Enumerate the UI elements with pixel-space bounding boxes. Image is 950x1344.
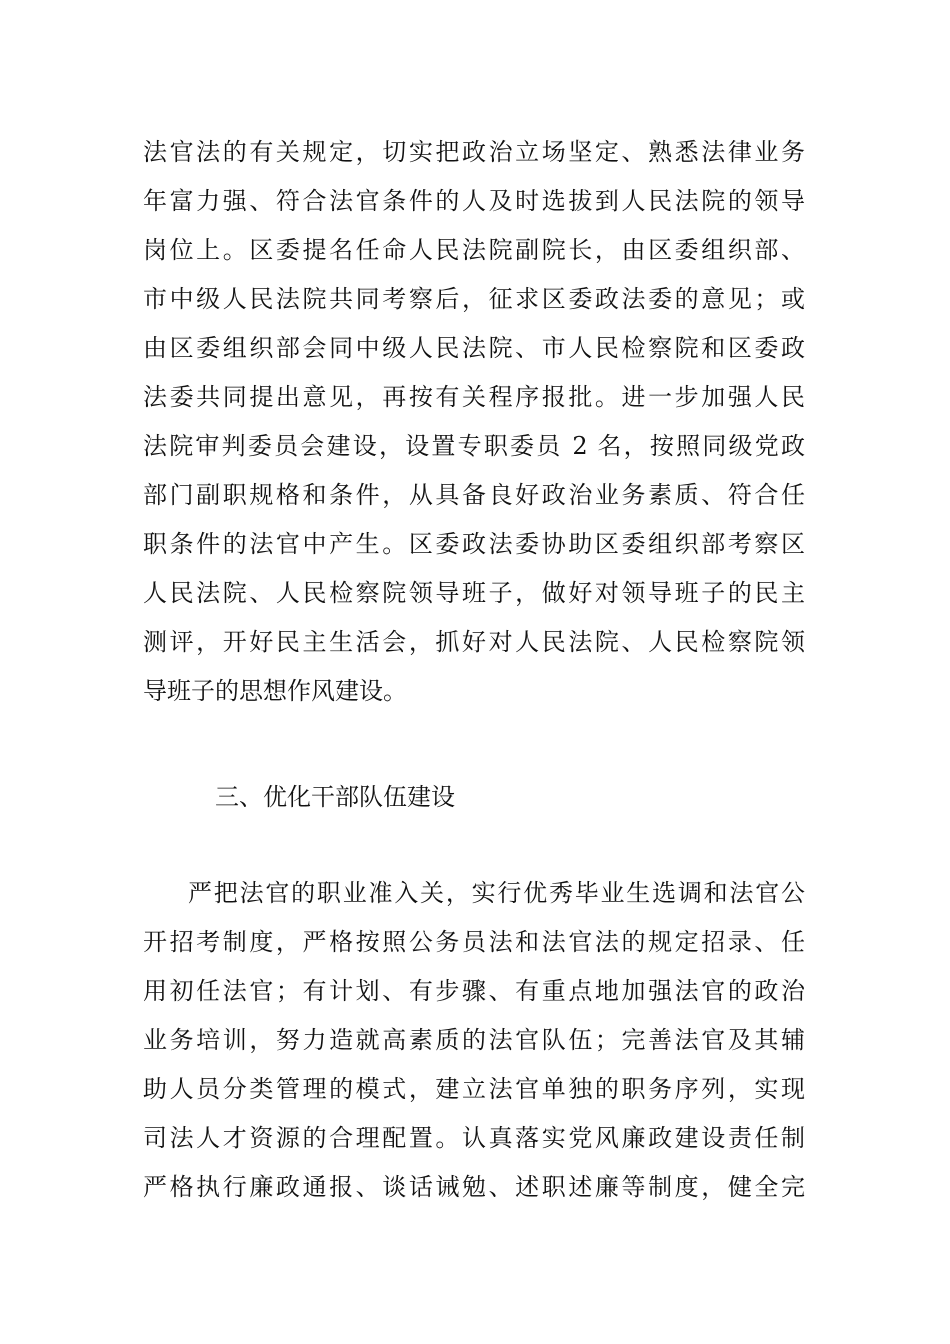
text-line: 年富力强、符合法官条件的人及时选拔到人民法院的领导 [143,187,805,215]
text-line: 法官法的有关规定，切实把政治立场坚定、熟悉法律业务 [143,138,805,166]
paragraph-cadre-team [143,878,805,1221]
text-line: 导班子的思想作风建设。 [143,677,407,705]
text-line: 市中级人民法院共同考察后，征求区委政法委的意见；或 [143,285,805,313]
text-line: 由区委组织部会同中级人民法院、市人民检察院和区委政 [143,334,805,362]
text-line: 助人员分类管理的模式，建立法官单独的职务序列，实现 [143,1075,805,1103]
text-line: 严把法官的职业准入关，实行优秀毕业生选调和法官公 [188,879,805,907]
section-heading: 三、优化干部队伍建设 [215,783,455,811]
text-line: 开招考制度，严格按照公务员法和法官法的规定招录、任 [143,928,805,956]
text-line: 人民法院、人民检察院领导班子，做好对领导班子的民主 [143,579,805,607]
text-line: 严格执行廉政通报、谈话诫勉、述职述廉等制度，健全完 [143,1173,805,1201]
text-line: 测评，开好民主生活会，抓好对人民法院、人民检察院领 [143,628,805,656]
text-line: 业务培训，努力造就高素质的法官队伍；完善法官及其辅 [143,1026,805,1054]
text-line: 法委共同提出意见，再按有关程序报批。进一步加强人民 [143,383,805,411]
text-line: 部门副职规格和条件，从具备良好政治业务素质、符合任 [143,481,805,509]
text-line: 岗位上。区委提名任命人民法院副院长，由区委组织部、 [143,236,805,264]
text-line: 司法人才资源的合理配置。认真落实党风廉政建设责任制 [143,1124,805,1152]
text-line: 用初任法官；有计划、有步骤、有重点地加强法官的政治 [143,977,805,1005]
text-line: 法院审判委员会建设，设置专职委员 2 名，按照同级党政 [143,432,805,460]
paragraph-court-leadership [143,137,805,725]
text-line: 职条件的法官中产生。区委政法委协助区委组织部考察区 [143,530,805,558]
